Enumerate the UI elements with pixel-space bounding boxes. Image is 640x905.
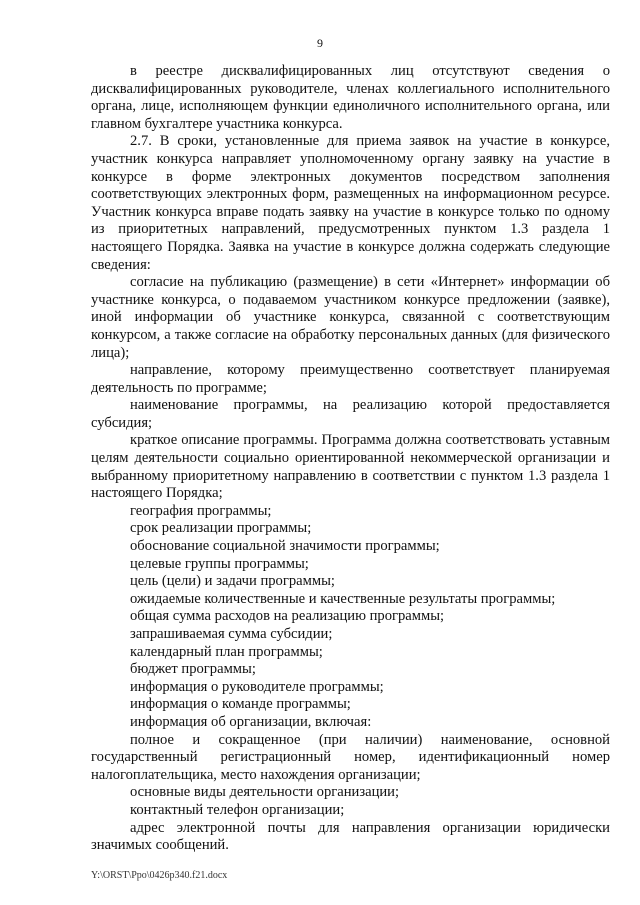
list-item-organization-info: информация об организации, включая: — [130, 713, 372, 730]
list-item-budget: бюджет программы; — [130, 661, 256, 678]
list-item-organization-names-ids: полное и сокращенное (при наличии) наименование, основной государственный регистрационный номер, идентификационный номер налогоплательщика, место нахождения организации; — [91, 731, 610, 783]
paragraph-2-7-application: 2.7. В сроки, установленные для приема заявок на участие в конкурсе, участник конкурса направляет уполномоченному органу заявку на участие в конкурсе в форме электронных документов посредством заполнения соответствующих электронных форм, размещенных на информационном ресурсе. Участник конкурса вправе подать заявку на участие в конкурсе только по одному из приоритетных направлений, предусмотренных пунктом 1.3 раздела 1 настоящего Порядка. Заявка на участие в конкурсе должна содержать следующие сведения: — [91, 133, 610, 273]
list-item-program-leader: информация о руководителе программы; — [130, 678, 384, 695]
paragraph-registry-disqualified: в реестре дисквалифицированных лиц отсутствуют сведения о дисквалифицированных руководителе, членах коллегиального исполнительного органа, лице, исполняющем функции единоличного исполнительного органа, или главном бухгалтере участника конкурса. — [91, 63, 610, 132]
list-item-direction: направление, которому преимущественно соответствует планируемая деятельность по программе; — [91, 362, 610, 396]
list-item-consent-publication: согласие на публикацию (размещение) в сети «Интернет» информации об участнике конкурса, о подаваемом участником конкурсе предложении (заявке), иной информации об участнике конкурса, связанной с соответствующим конкурсом, а также согласие на обработку персональных данных (для физического лица); — [91, 274, 610, 361]
list-item-expected-results: ожидаемые количественные и качественные результаты программы; — [130, 590, 556, 607]
list-item-geography: география программы; — [130, 502, 272, 519]
list-item-social-significance: обоснование социальной значимости программы; — [130, 538, 440, 555]
list-item-requested-subsidy: запрашиваемая сумма субсидии; — [130, 626, 333, 642]
list-item-contact-phone: контактный телефон организации; — [130, 801, 345, 818]
list-item-calendar-plan: календарный план программы; — [130, 643, 323, 660]
list-item-goals-tasks: цель (цели) и задачи программы; — [130, 573, 335, 590]
list-item-program-description: краткое описание программы. Программа должна соответствовать уставным целям деятельности социально ориентированной некоммерческой организации и выбранному приоритетному направлению в соответствии с пунктом 1.3 раздела 1 настоящего Порядка; — [91, 432, 610, 502]
page-number: 9 — [317, 36, 323, 50]
list-item-activity-types: основные виды деятельности организации; — [130, 784, 400, 801]
list-item-target-groups: целевые группы программы; — [130, 555, 309, 572]
list-item-program-team: информация о команде программы; — [130, 696, 351, 713]
list-item-program-name: наименование программы, на реализацию которой предоставляется субсидия; — [91, 397, 610, 431]
document-body — [91, 63, 610, 855]
list-item-total-expenses: общая сумма расходов на реализацию программы; — [130, 608, 445, 625]
footer-file-path: Y:\ORST\Ppo\0426p340.f21.docx — [91, 870, 228, 881]
list-item-email-address: адрес электронной почты для направления организации юридически значимых сообщений. — [91, 819, 610, 854]
list-item-duration: срок реализации программы; — [130, 520, 312, 537]
